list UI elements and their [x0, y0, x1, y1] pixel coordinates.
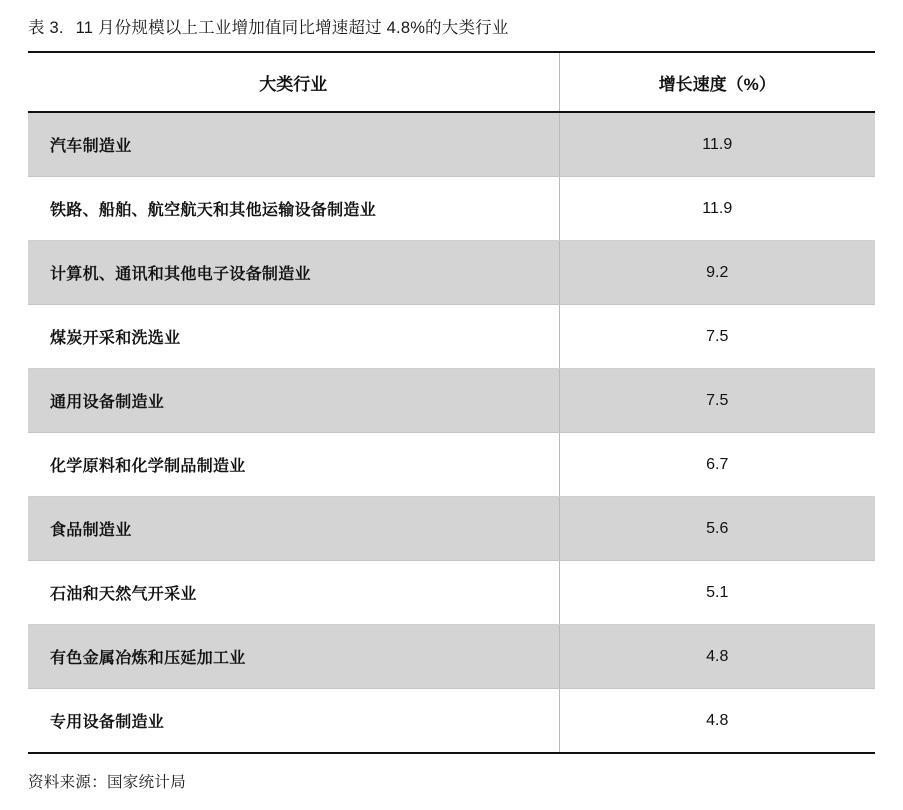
table-row — [28, 177, 875, 241]
table-row — [28, 497, 875, 561]
cell-industry: 食品制造业 — [28, 497, 559, 561]
cell-industry: 煤炭开采和洗选业 — [28, 305, 559, 369]
cell-industry: 石油和天然气开采业 — [28, 561, 559, 625]
cell-industry: 铁路、船舶、航空航天和其他运输设备制造业 — [28, 177, 559, 241]
source-note: 资料来源：国家统计局 — [28, 774, 187, 791]
cell-rate: 6.7 — [559, 433, 875, 497]
cell-rate: 11.9 — [559, 112, 875, 177]
cell-rate: 7.5 — [559, 369, 875, 433]
column-header-industry: 大类行业 — [28, 52, 559, 112]
cell-rate: 4.8 — [559, 689, 875, 754]
cell-rate: 11.9 — [559, 177, 875, 241]
cell-industry: 计算机、通讯和其他电子设备制造业 — [28, 241, 559, 305]
table-caption — [28, 0, 875, 51]
cell-rate: 7.5 — [559, 305, 875, 369]
table-caption-label: 表 3. — [28, 19, 64, 37]
cell-industry: 汽车制造业 — [28, 112, 559, 177]
table-row — [28, 433, 875, 497]
table-row — [28, 625, 875, 689]
table-row — [28, 305, 875, 369]
table-row — [28, 689, 875, 754]
cell-industry: 化学原料和化学制品制造业 — [28, 433, 559, 497]
table-header — [28, 52, 875, 112]
table-row — [28, 112, 875, 177]
table-body — [28, 112, 875, 753]
column-header-rate: 增长速度（%） — [559, 52, 875, 112]
table-row — [28, 561, 875, 625]
table-header-row — [28, 52, 875, 112]
table-row — [28, 241, 875, 305]
cell-rate: 5.1 — [559, 561, 875, 625]
cell-rate: 5.6 — [559, 497, 875, 561]
cell-industry: 专用设备制造业 — [28, 689, 559, 754]
table-row — [28, 369, 875, 433]
cell-industry: 通用设备制造业 — [28, 369, 559, 433]
table-caption-text: 11 月份规模以上工业增加值同比增速超过 4.8%的大类行业 — [75, 19, 509, 37]
cell-industry: 有色金属冶炼和压延加工业 — [28, 625, 559, 689]
industry-growth-table — [28, 51, 875, 754]
cell-rate: 4.8 — [559, 625, 875, 689]
cell-rate: 9.2 — [559, 241, 875, 305]
